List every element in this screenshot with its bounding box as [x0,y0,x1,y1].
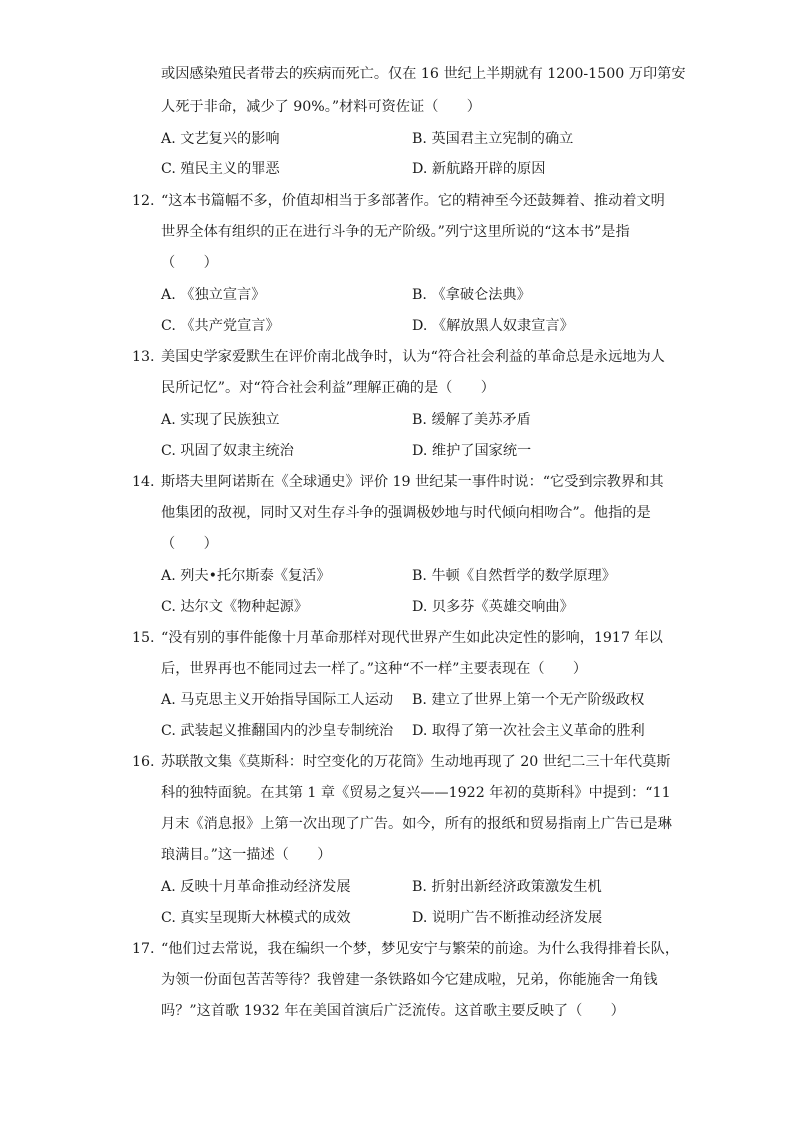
option-c[interactable]: C. 殖民主义的罪恶 [161,161,280,177]
question-number: 16. [132,754,155,770]
question-text-line: （ ） [161,255,218,271]
option-a[interactable]: A. 列夫•托尔斯泰《复活》 [161,568,331,584]
question-text-line: （ ） [161,536,218,552]
option-b[interactable]: B. 《拿破仑法典》 [412,287,531,303]
question-text-line: 斯塔夫里阿诺斯在《全球通史》评价 19 世纪某一事件时说：“它受到宗教界和其 [161,474,664,490]
option-c[interactable]: C. 武装起义推翻国内的沙皇专制统治 [161,723,394,739]
option-b[interactable]: B. 建立了世界上第一个无产阶级政权 [412,692,645,708]
option-b[interactable]: B. 英国君主立宪制的确立 [412,131,574,147]
option-d[interactable]: D. 取得了第一次社会主义革命的胜利 [412,723,645,739]
question-text-line: 民所记忆”。对“符合社会利益”理解正确的是（ ） [161,380,495,396]
question-number: 13. [132,349,155,365]
question-text-line: 他集团的敌视，同时又对生存斗争的强调极妙地与时代倾向相吻合”。他指的是 [161,505,651,521]
option-a[interactable]: A. 反映十月革命推动经济发展 [161,879,351,895]
option-d[interactable]: D. 贝多芬《英雄交响曲》 [412,599,574,615]
option-c[interactable]: C. 《共产党宣言》 [161,318,280,334]
option-d[interactable]: D. 说明广告不断推动经济发展 [412,910,603,926]
question-number: 12. [132,193,155,209]
question-text-line: “没有别的事件能像十月革命那样对现代世界产生如此决定性的影响，1917 年以 [161,630,663,646]
question-text-line: “他们过去常说，我在编织一个梦，梦见安宁与繁荣的前途。为什么我得排着长队， [161,941,680,957]
option-b[interactable]: B. 缓解了美苏矛盾 [412,412,531,428]
question-number: 17. [132,941,155,957]
question-text-line: 月末《消息报》上第一次出现了广告。如今，所有的报纸和贸易指南上广告已是琳 [161,816,672,832]
option-a[interactable]: A. 马克思主义开始指导国际工人运动 [161,692,394,708]
option-d[interactable]: D. 维护了国家统一 [412,443,532,459]
question-text-line: 苏联散文集《莫斯科：时空变化的万花筒》生动地再现了 20 世纪二三十年代莫斯 [161,754,671,770]
option-b[interactable]: B. 牛顿《自然哲学的数学原理》 [412,568,616,584]
question-text-line: 或因感染殖民者带去的疾病而死亡。仅在 16 世纪上半期就有 1200-1500 万印第安 [161,66,686,82]
question-text-line: 世界全体有组织的正在进行斗争的无产阶级。”列宁这里所说的“这本书”是指 [161,224,630,240]
option-c[interactable]: C. 真实呈现斯大林模式的成效 [161,910,351,926]
question-text-line: 科的独特面貌。在其第 1 章《贸易之复兴——1922 年初的莫斯科》中提到：“11 [161,785,671,801]
option-a[interactable]: A. 文艺复兴的影响 [161,131,280,147]
question-number: 15. [132,630,155,646]
option-d[interactable]: D. 《解放黑人奴隶宣言》 [412,318,574,334]
question-text-line: 美国史学家爱默生在评价南北战争时，认为“符合社会利益的革命总是永远地为人 [161,349,665,365]
option-a[interactable]: A. 《独立宣言》 [161,287,266,303]
question-text-line: 后，世界再也不能同过去一样了。”这种“不一样”主要表现在（ ） [161,661,588,677]
question-text-line: “这本书篇幅不多，价值却相当于多部著作。它的精神至今还鼓舞着、推动着文明 [161,193,665,209]
option-c[interactable]: C. 达尔文《物种起源》 [161,599,309,615]
option-c[interactable]: C. 巩固了奴隶主统治 [161,443,294,459]
question-text-line: 人死于非命，减少了 90%。”材料可资佐证（ ） [161,99,481,115]
question-text-line: 吗？”这首歌 1932 年在美国首演后广泛流传。这首歌主要反映了（ ） [161,1003,625,1019]
option-b[interactable]: B. 折射出新经济政策激发生机 [412,879,602,895]
question-text-line: 为领一份面包苦苦等待？我曾建一条铁路如今它建成啦，兄弟，你能施舍一角钱 [161,972,658,988]
option-d[interactable]: D. 新航路开辟的原因 [412,161,546,177]
option-a[interactable]: A. 实现了民族独立 [161,412,280,428]
question-text-line: 琅满目。”这一描述（ ） [161,847,332,863]
question-number: 14. [132,474,155,490]
